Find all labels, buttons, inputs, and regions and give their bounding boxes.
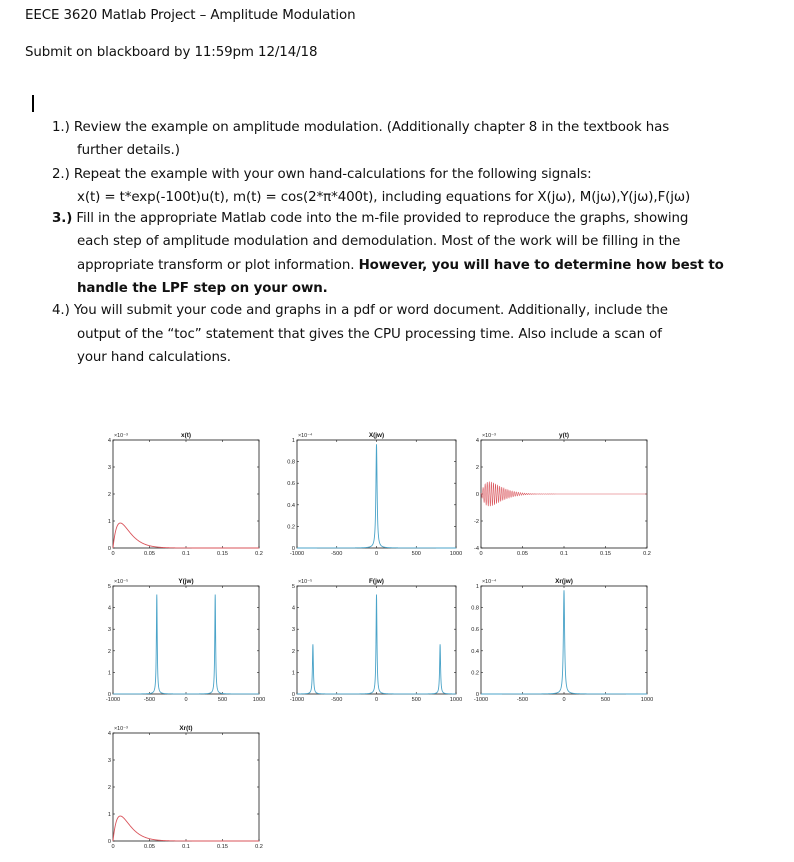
y-tick-label: 5 (291, 584, 295, 590)
y-tick-label: -4 (474, 546, 479, 552)
item-text-continued: further details.) (77, 143, 180, 158)
plot-title: y(t) (559, 432, 569, 439)
x-tick-label: 0.1 (560, 551, 568, 557)
subplot-xt (108, 432, 263, 557)
x-tick-label: 0 (374, 551, 379, 557)
x-tick-label: -500 (143, 697, 156, 703)
y-tick-label: 0 (107, 839, 111, 845)
y-tick-label: 2 (291, 648, 295, 655)
bold-instruction-continued: handle the LPF step on your own. (77, 281, 328, 296)
x-tick-label: 500 (600, 697, 611, 703)
x-tick-label: 0 (111, 551, 115, 557)
x-tick-label: 0.2 (643, 551, 651, 557)
subplot-yjw (106, 578, 265, 703)
axis-exponent: ×10⁻³ (114, 433, 128, 439)
bold-instruction: However, you will have to determine how best to (358, 258, 724, 273)
y-tick-label: 0.6 (471, 627, 479, 634)
y-tick-label: 3 (107, 465, 111, 471)
y-tick-label: 0.2 (287, 524, 295, 531)
y-tick-label: 0 (291, 546, 295, 552)
y-tick-label: 3 (107, 758, 111, 764)
axis-exponent: ×10⁻⁴ (298, 433, 313, 439)
x-tick-label: 0.05 (517, 551, 528, 557)
y-tick-label: 2 (475, 465, 479, 471)
x-tick-label: 500 (217, 697, 228, 703)
x-tick-label: 1000 (640, 697, 654, 703)
document-title: EECE 3620 Matlab Project – Amplitude Modulation (25, 8, 356, 23)
y-tick-label: 1 (107, 519, 111, 525)
x-tick-label: 1000 (449, 551, 463, 557)
x-tick-label: -1000 (105, 697, 121, 703)
subplot-yt (474, 432, 651, 557)
plot-title: x(t) (181, 432, 191, 439)
subplot-xrjw (471, 578, 653, 703)
x-tick-label: -1000 (289, 697, 305, 703)
y-tick-label: 3 (107, 627, 111, 634)
axes-box (113, 586, 259, 694)
x-tick-label: 1000 (252, 697, 266, 703)
submission-deadline: Submit on blackboard by 11:59pm 12/14/18 (25, 45, 318, 60)
x-tick-label: 0 (479, 551, 483, 557)
item-text: Review the example on amplitude modulation. (Additionally chapter 8 in the textbook has (73, 120, 670, 135)
y-tick-label: 3 (291, 627, 295, 634)
y-tick-label: 0.8 (471, 605, 479, 612)
x-tick-label: 0.15 (217, 551, 228, 557)
y-tick-label: 4 (107, 731, 111, 737)
y-tick-label: 1 (291, 438, 295, 444)
y-tick-label: 0 (107, 692, 111, 698)
subplot-xjw (287, 432, 462, 557)
axis-exponent: ×10⁻³ (482, 433, 496, 439)
item-number: 2.) (52, 167, 70, 182)
item-text: You will submit your code and graphs in a pdf or word document. Additionally, include the (73, 303, 668, 318)
x-tick-label: 500 (411, 551, 421, 557)
y-tick-label: 0 (291, 692, 295, 698)
x-tick-label: 0.05 (144, 551, 155, 557)
item-text: Fill in the appropriate Matlab code into the m-file provided to reproduce the graphs, showing (76, 211, 689, 226)
plot-title: Xr(t) (179, 725, 193, 732)
y-tick-label: 4 (107, 605, 111, 612)
y-tick-label: 1 (107, 812, 111, 818)
x-tick-label: -1000 (289, 551, 305, 557)
x-tick-label: 0 (111, 844, 115, 850)
x-tick-label: -500 (331, 551, 343, 557)
y-tick-label: 2 (107, 648, 111, 655)
y-tick-label: 1 (475, 584, 479, 590)
axis-exponent: ×10⁻⁵ (114, 579, 129, 585)
item-number: 4.) (52, 303, 70, 318)
y-tick-label: 4 (475, 438, 479, 444)
x-tick-label: 1000 (449, 697, 463, 703)
y-tick-label: 1 (107, 670, 111, 677)
y-tick-label: 0.6 (287, 481, 295, 488)
x-tick-label: 500 (411, 697, 421, 703)
x-tick-label: 0.15 (600, 551, 611, 557)
subplot-xrt (108, 725, 263, 850)
y-tick-label: 4 (107, 438, 111, 444)
x-tick-label: 0.2 (255, 844, 263, 850)
y-tick-label: 0.8 (287, 459, 295, 466)
plot-title: Xr(jw) (555, 578, 573, 585)
y-tick-label: 0 (475, 492, 479, 498)
y-tick-label: 1 (291, 670, 295, 677)
x-tick-label: 0.1 (182, 551, 190, 557)
subplot-fjw (290, 578, 462, 703)
x-tick-label: 0 (562, 697, 566, 703)
item-text-continued: each step of amplitude modulation and demodulation. Most of the work will be filling in the (77, 234, 681, 249)
y-tick-label: 0.2 (471, 670, 479, 677)
x-tick-label: 0 (184, 697, 188, 703)
x-tick-label: 0.1 (182, 844, 190, 850)
y-tick-label: 0 (475, 692, 479, 698)
plot-title: Y(jw) (178, 578, 194, 585)
item-number: 3.) (52, 211, 73, 226)
axes-box (113, 440, 259, 548)
signal-definition: x(t) = t*exp(-100t)u(t), m(t) = cos(2*π*400t), including equations for X(jω), M(jω),Y(jω),F(jω) (77, 190, 691, 205)
y-tick-label: 2 (107, 785, 111, 791)
plot-title: X(jw) (368, 432, 385, 439)
y-tick-label: 0.4 (471, 648, 479, 655)
plot-title: F(jw) (369, 578, 384, 585)
y-tick-label: -2 (474, 519, 479, 525)
item-text-continued: your hand calculations. (77, 350, 231, 365)
axes-box (113, 733, 259, 841)
item-number: 1.) (52, 120, 70, 135)
axis-exponent: ×10⁻³ (114, 726, 128, 732)
y-tick-label: 5 (107, 584, 111, 590)
item-text-continued: appropriate transform or plot information. However, you will have to determine how best to (77, 258, 724, 273)
y-tick-label: 2 (107, 492, 111, 498)
axis-exponent: ×10⁻⁵ (298, 579, 313, 585)
x-tick-label: 0 (374, 697, 379, 703)
item-text-continued: output of the “toc” statement that gives the CPU processing time. Also include a scan of (77, 327, 662, 342)
item-text: Repeat the example with your own hand-calculations for the following signals: (73, 167, 592, 182)
y-tick-label: 0.4 (287, 502, 295, 509)
x-tick-label: 0.2 (255, 551, 263, 557)
y-tick-label: 0 (107, 546, 111, 552)
axis-exponent: ×10⁻⁴ (482, 579, 497, 585)
x-tick-label: 0.15 (217, 844, 228, 850)
x-tick-label: -500 (516, 697, 529, 703)
y-tick-label: 4 (291, 605, 295, 612)
x-tick-label: -500 (331, 697, 343, 703)
x-tick-label: 0.05 (144, 844, 155, 850)
x-tick-label: -1000 (473, 697, 489, 703)
